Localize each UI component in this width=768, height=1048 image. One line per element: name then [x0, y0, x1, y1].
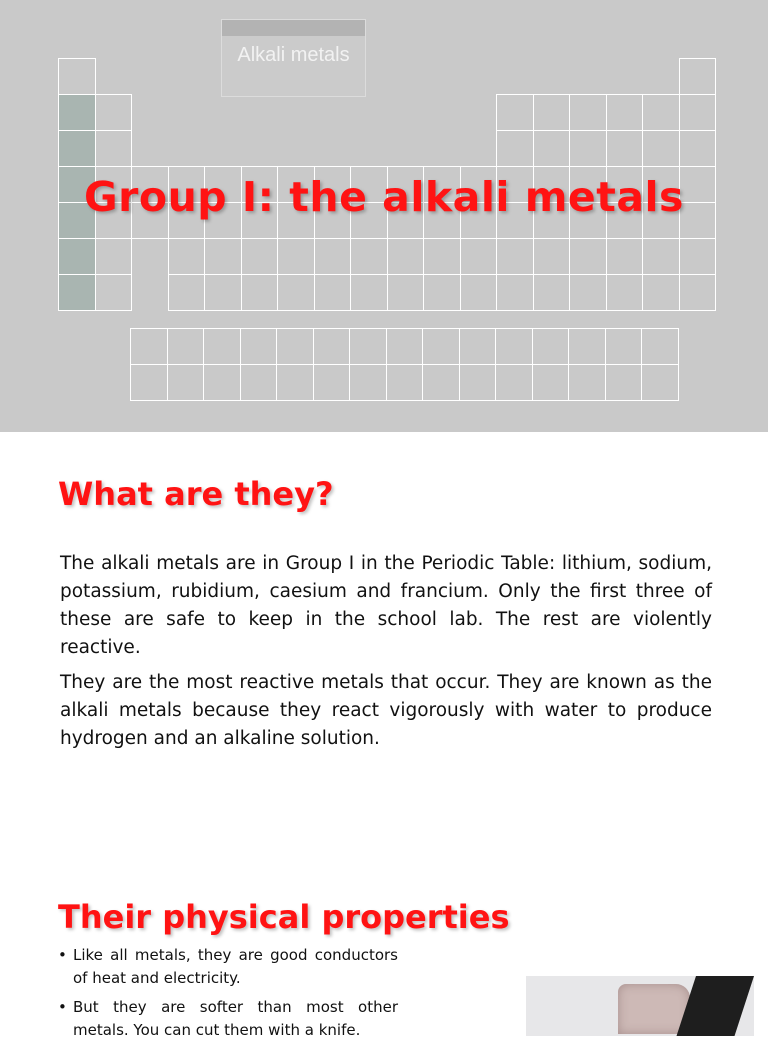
sodium-knife-photo [526, 976, 754, 1036]
table-cell [314, 274, 352, 311]
title-slide [0, 0, 768, 432]
table-cell [313, 328, 351, 365]
table-cell [277, 238, 315, 275]
table-cell [387, 238, 425, 275]
label-top-bar [222, 20, 365, 36]
table-cell [386, 328, 424, 365]
table-cell [679, 130, 717, 167]
table-cell [386, 364, 424, 401]
table-cell [679, 202, 717, 239]
table-cell [605, 328, 643, 365]
table-cell [130, 328, 168, 365]
table-cell [167, 364, 205, 401]
list-item-text: Like all metals, they are good conductors of heat and electricity. [73, 946, 398, 987]
table-cell [679, 58, 717, 95]
table-cell [496, 130, 534, 167]
list-item [58, 944, 398, 990]
table-cell [532, 328, 570, 365]
bullet-icon: • [58, 946, 67, 964]
table-cell [496, 94, 534, 131]
bullet-icon: • [58, 998, 67, 1016]
slide-title: Group I: the alkali metals [84, 173, 684, 221]
intro-paragraph: The alkali metals are in Group I in the Periodic Table: lithium, sodium, potassium, rubidium, caesium and francium. Only the first three of these are safe to keep in the school lab. The rest are violently reactive. [60, 553, 712, 658]
table-cell [167, 328, 205, 365]
table-cell [204, 274, 242, 311]
table-cell [203, 328, 241, 365]
table-cell [422, 328, 460, 365]
table-cell [350, 238, 388, 275]
table-cell [533, 130, 571, 167]
table-cell [606, 274, 644, 311]
table-cell [679, 238, 717, 275]
alkali-metals-label [221, 19, 366, 97]
table-cell [314, 238, 352, 275]
table-cell [533, 238, 571, 275]
table-cell [168, 274, 206, 311]
table-cell [679, 274, 717, 311]
table-cell [240, 328, 278, 365]
table-cell [423, 274, 461, 311]
table-cell [568, 364, 606, 401]
table-cell [276, 364, 314, 401]
physical-properties-heading: Their physical properties [58, 898, 510, 936]
table-cell [679, 94, 717, 131]
table-cell [95, 238, 133, 275]
table-cell [459, 328, 497, 365]
table-cell [642, 238, 680, 275]
table-cell [496, 238, 534, 275]
alkali-cell [58, 94, 96, 131]
table-cell [349, 364, 387, 401]
table-cell [679, 166, 717, 203]
table-cell [532, 364, 570, 401]
table-cell [641, 328, 679, 365]
knife-blade-image [677, 976, 754, 1036]
table-cell [58, 58, 96, 95]
table-cell [606, 238, 644, 275]
table-cell [95, 130, 133, 167]
table-cell [204, 238, 242, 275]
table-cell [641, 364, 679, 401]
alkali-cell [58, 238, 96, 275]
table-cell [350, 274, 388, 311]
table-cell [203, 364, 241, 401]
table-cell [460, 238, 498, 275]
table-cell [460, 274, 498, 311]
table-cell [95, 274, 133, 311]
list-item-text: But they are softer than most other metals. You can cut them with a knife. [73, 998, 398, 1039]
table-cell [241, 274, 279, 311]
table-cell [569, 130, 607, 167]
table-cell [642, 130, 680, 167]
what-are-they-heading: What are they? [58, 475, 334, 513]
table-cell [533, 274, 571, 311]
table-cell [277, 274, 315, 311]
list-item [58, 996, 398, 1042]
table-cell [496, 274, 534, 311]
table-cell [168, 238, 206, 275]
table-cell [423, 238, 461, 275]
properties-list [58, 944, 398, 1048]
table-cell [495, 364, 533, 401]
table-cell [569, 274, 607, 311]
table-cell [95, 94, 133, 131]
table-cell [422, 364, 460, 401]
table-cell [569, 238, 607, 275]
table-cell [276, 328, 314, 365]
table-cell [495, 328, 533, 365]
alkali-cell [58, 274, 96, 311]
table-cell [642, 274, 680, 311]
table-cell [568, 328, 606, 365]
reactivity-paragraph: They are the most reactive metals that occur. They are known as the alkali metals because they react vigorously with water to produce hydrogen and an alkaline solution. [60, 672, 712, 749]
table-cell [387, 274, 425, 311]
table-cell [459, 364, 497, 401]
table-cell [313, 364, 351, 401]
alkali-cell [58, 130, 96, 167]
table-cell [349, 328, 387, 365]
table-cell [569, 94, 607, 131]
table-cell [606, 94, 644, 131]
table-cell [605, 364, 643, 401]
table-cell [642, 94, 680, 131]
table-cell [606, 130, 644, 167]
table-cell [130, 364, 168, 401]
table-cell [240, 364, 278, 401]
table-cell [241, 238, 279, 275]
table-cell [533, 94, 571, 131]
alkali-metals-label-text: Alkali metals [237, 44, 350, 66]
